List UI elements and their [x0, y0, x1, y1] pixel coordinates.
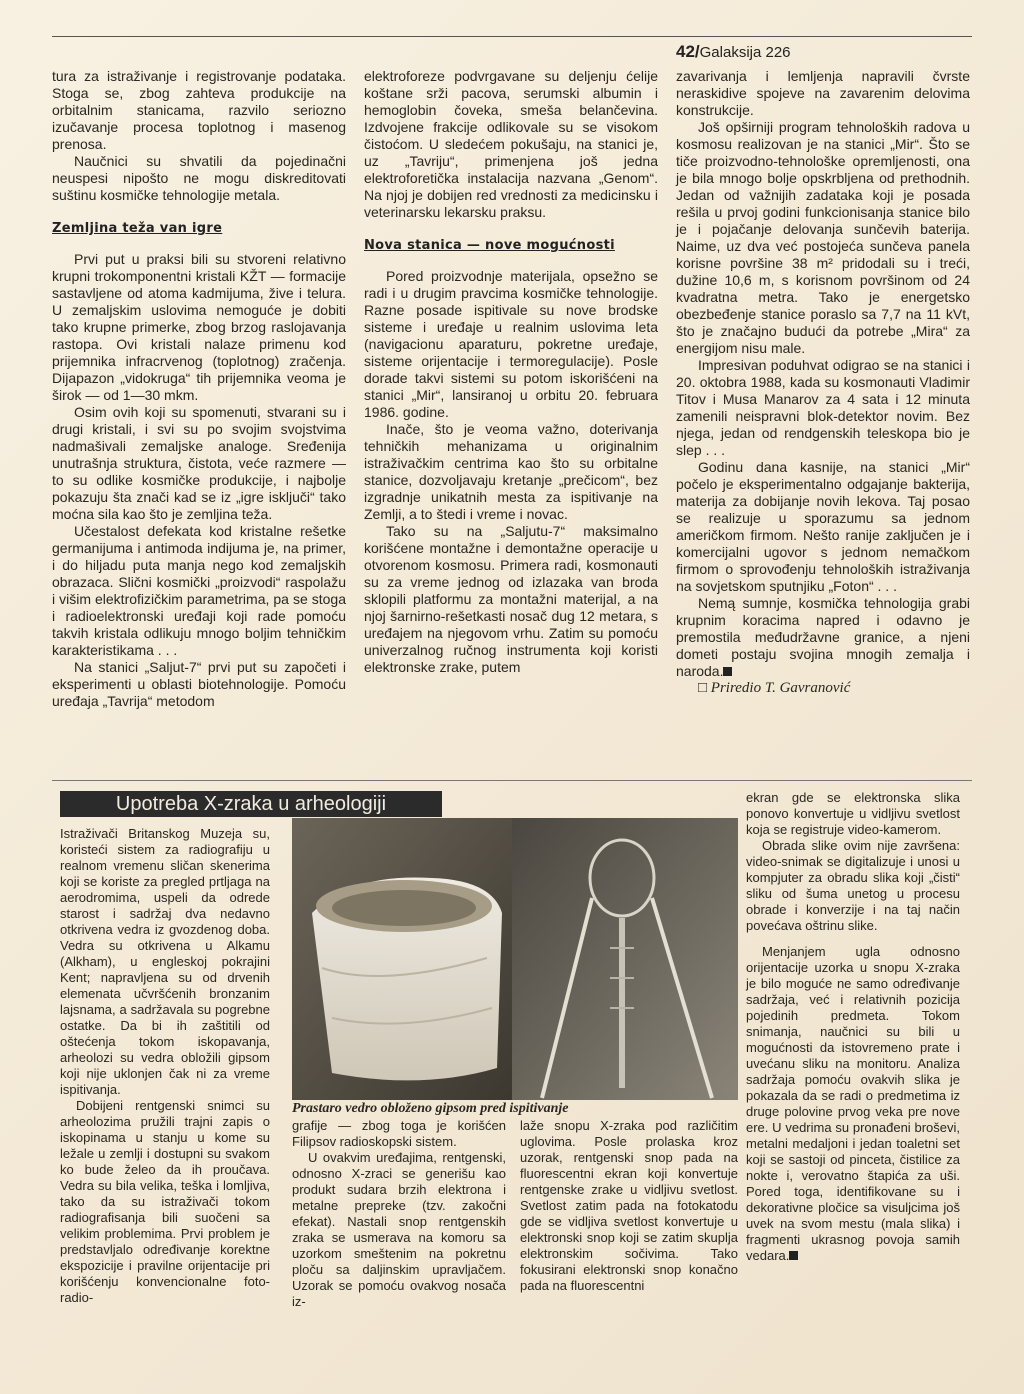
subheading-zemljina: Zemljina teža van igre: [52, 221, 223, 236]
photo-caption: Prastaro vedro obloženo gipsom pred ispitivanje: [292, 1101, 569, 1116]
paragraph: Inače, što je veoma važno, doterivanja tehničkih mehanizama u originalnim istraživačkim centrima kao što su orbitalne stanice, dozvoljavaju kretanje „prečicom“, bez izgradnje unikatnih mesta za ispitivanje na Zemlji, a to štedi i vreme i novac.: [364, 421, 658, 522]
paragraph: Impresivan poduhvat odigrao se na stanici i 20. oktobra 1988, kada su kosmonauti Vladimir Titov i Musa Manarov za 4 sata i 12 minuta zamenili neispravni blok-detektor novim. Bez njega, jedan od rendgenskih teleskopa bio je slep . . .: [676, 357, 970, 458]
paragraph-final: [746, 944, 960, 1264]
paragraph: Obrada slike ovim nije završena: video-snimak se digitalizuje i unosi u kompjuter za obradu slika koji „čisti“ sliku od šuma unetog u procesu obrade i konverzije i na taj način povećava oštrinu slike.: [746, 838, 960, 933]
box-column-middle-1: [292, 1118, 506, 1310]
page-folio: [676, 42, 791, 62]
paragraph-final: [676, 595, 970, 680]
box-column-middle-2: [520, 1118, 738, 1294]
paragraph: laže snopu X-zraka pod različitim uglovima. Posle prolaska kroz uzorak, rentgenski snop pada na fluorescentni ekran koji konvertuje rentgenske zrake u vidljivu svetlost. Svetlost zatim pada na fotokatodu gde se vidljiva svetlost konvertuje u elektronski snop koji se zatim skuplja elektronskim sočivima. Tako fokusirani elektronski snop konačno pada na fluorescentni: [520, 1118, 738, 1293]
box-column-right: [746, 790, 960, 1264]
box-column-left: [60, 826, 270, 1306]
page-number: 42/: [676, 42, 700, 61]
paragraph: zavarivanja i lemljenja napravili čvrste neraskidive spojeve na zavarenim delovima konstrukcije.: [676, 68, 970, 118]
article-column-2: [364, 68, 658, 676]
paragraph: ekran gde se elektronska slika ponovo konvertuje u vidljivu svetlost koja se registruje video-kamerom.: [746, 790, 960, 837]
paragraph: Naučnici su shvatili da pojedinačni neuspesi nipošto ne mogu diskreditovati suštinu kosmičke tehnologije metala.: [52, 153, 346, 203]
end-mark: [723, 667, 732, 676]
paragraph: elektroforeze podvrgavane su deljenju ćelije koštane srži pacova, serumski albumin i hemoglobin čoveka, smeša belančevina. Izdvojene frakcije odlikovale su se visokom čistoćom. U sledećem pokušaju, na stanici je, uz „Tavriju“, primenjena još jedna elektroforetička instalacija nazvana „Genom“. Na njoj je dobijen red vrednosti za medicinsku i veterinarsku lekarsku praksu.: [364, 68, 658, 220]
sidebar-box-title: Upotreba X-zraka u arheologiji: [60, 791, 442, 817]
author-signature: □ Priredio T. Gavranović: [698, 680, 851, 696]
paragraph: Tako su na „Saljutu-7“ maksimalno korišćene montažne i demontažne operacije u otvorenom kosmosu. Primera radi, kosmonauti su za vreme jednog od izlazaka van broda sklopili platformu za montažni materijal, a na njoj šarnirno-rešetkasti nosač dug 12 metara, s uređajem na njegovom vrhu. Zatim su pomoću univerzalnog ručnog instrumenta koji koristi elektronske zrake, putem: [364, 523, 658, 675]
article-column-3: [676, 68, 970, 697]
paragraph-text: Menjanjem ugla odnosno orijentacije uzorka u snopu X-zraka je bilo moguće ne samo određivanje sadržaja, već i relativnih pozicija pojedinih predmeta. Tokom snimanja, naučnici su bili u mogućnosti da istovremeno prate i uvećanu sliku na monitoru. Analiza sadržaja pomoću ovakvih slika je pokazala da se radi o predmetima iz druge polovine prvog veka pre nove ere. U vedrima su pronađeni broševi, metalni medaljoni i jedan toaletni set koji se sastoji od pinceta, čistilice za nokte i, verovatno štapića za uši. Pored toga, identifikovane su i dekorativne pločice sa visuljcima još uvek na svom mestu (mala slika) i fragmenti ukrasnog povoja samih vedara.: [746, 944, 960, 1263]
paragraph: U ovakvim uređajima, rentgenski, odnosno X-zraci se generišu kao produkt sudara brzih elektrona i metalne prepreke (tzv. zakočni efekat). Nastali snop rentgenskih zraka se usmerava na komoru sa uzorkom smeštenim na pokretnu ploču sa daljinskim upravljačem. Uzorak se pomoću ovakvog nosača iz-: [292, 1150, 506, 1309]
paragraph: Učestalost defekata kod kristalne rešetke germanijuma i antimoda indijuma je, na primer, i do hiljadu puta manja nego kod zemaljskih obrazaca. Slični kosmički „proizvodi“ raspolažu i višim elektrofizičkim parametrima, pa se stoga i radioelektronski uređaji koji rade pomoću takvih kristala odlikuju mnogo boljim tehničkim karakteristikama . . .: [52, 523, 346, 658]
paragraph: grafije — zbog toga je korišćen Filipsov radioskopski sistem.: [292, 1118, 506, 1149]
paragraph-text: Nemą sumnje, kosmička tehnologija grabi krupnim koracima napred i odavno je premostila međudržavne granice, a njeni dometi postaju svojina mnogih zemalja i naroda.: [676, 595, 970, 679]
header-rule: [52, 36, 972, 37]
article-column-1: [52, 68, 346, 710]
section-divider: [52, 780, 972, 781]
paragraph: Osim ovih koji su spomenuti, stvarani su i drugi kristali, i svi su po svojim svojstvima nadmašivali zemaljske analoge. Sređenija unutrašnja struktura, čistota, veće razmere — to su odlike kosmičke produkcije, i najbolje pokazuju šta znači kad se iz „igre isključi“ tako moćna sila kao što je zemljina teža.: [52, 404, 346, 522]
paragraph: Još opširniji program tehnoloških radova u kosmosu realizovan je na stanici „Mir“. Što se tiče proizvodno-tehnološke opremljenosti, ona je bila mnogo bolje opskrbljena od prethodnih. Jedan od važnijih zadataka koji je posada rešila u prvoj godini funkcionisanja stanice bilo je i pojačanje delovanja sunčevih baterija. Naime, uz dva već postojeća sunčeva panela korisne površine 38 m² pridodali su i treći, dužine 10,6 m, s korisnom površinom od 24 kvadratna metra. Tako je energetsko obezbeđenje stanice poraslo sa 7,7 na 11 kVt, što je značajno budući da potrebe „Mira“ za energijom nisu male.: [676, 119, 970, 356]
paragraph: Na stanici „Saljut-7“ prvi put su započeti i eksperimenti u oblasti biotehnologije. Pomoću uređaja „Tavrija“ metodom: [52, 659, 346, 709]
paragraph: Pored proizvodnje materijala, opsežno se radi i u drugim pravcima kosmičke tehnologije. Razne posade ispitivale su nove brodske sisteme i uređaje u realnim uslovima leta (navigacionu aparaturu, pokretne uređaje, sisteme orijentacije i termoregulacije). Posle dorade takvi sistemi su potom iskorišćeni na stanici „Mir“, lansiranoj u orbitu 20. februara 1986. godine.: [364, 268, 658, 420]
paragraph: Godinu dana kasnije, na stanici „Mir“ počelo je eksperimentalno odgajanje bakterija, materija za dobijanje novih lekova. Taj posao se realizuje u sporazumu sa jednom američkom firmom. Nešto ranije zaključen je i komercijalni ugovor s jednom nemačkom firmom o sprovođenju tehnoloških istraživanja na sovjetskom sputnjiku „Foton“ . . .: [676, 459, 970, 594]
paragraph: Dobijeni rentgenski snimci su arheolozima pružili trajni zapis o iskopinama u stanju u kome su ležale u zemlji i dostupni su svakom ko bude želeo da ih proučava. Vedra su bila velika, teška i lomljiva, tako da su istraživači tokom radiografisanja bili suočeni sa velikim problemima. Prvi problem je predstavljalo određivanje korektne ekspozicije i pravilne orijentacije pri korišćenju konvencionalne foto-radio-: [60, 1098, 270, 1305]
photo-illustration: [292, 818, 738, 1100]
paragraph: Prvi put u praksi bili su stvoreni relativno krupni trokomponentni kristali KŽT — formacije sastavljene od atoma kadmijuma, žive i telura. U zemaljskim uslovima nemoguće je dobiti tako krupne primerke, zbog brzog raslojavanja rastopa. Ovi kristali nalaze primenu kod prijemnika infracrvenog (toplotnog) zračenja. Dijapazon „vidokruga“ tih prijemnika veoma je širok — od 1—30 mkm.: [52, 251, 346, 403]
paragraph: tura za istraživanje i registrovanje podataka. Stoga se, zbog zahteva produkcije na orbitalnim stanicama, razvilo seriozno izučavanje procesa toplotnog i masenog prenosa.: [52, 68, 346, 152]
bucket-photo: [292, 818, 738, 1100]
subheading-nova-stanica: Nova stanica — nove mogućnosti: [364, 238, 615, 253]
paragraph: Istraživači Britanskog Muzeja su, koristeći sistem za radiografiju u realnom vremenu sličan skenerima koji se koriste za pregled prtljaga na aerodromima, uspeli da odrede starost i sadržaj dva nedavno otkrivena vedra iz gvozdenog doba. Vedra su otkrivena u Alkamu (Alkham), u engleskoj pokrajini Kent; napravljena su od drvenih elemenata učvršćenih bronzanim lajsnama, a sadržavala su pogrebne ostatke. Da bi ih zaštitili od oštećenja tokom iskopavanja, arheolozi su vedra obložili gipsom koji nije uklonjen čak ni za vreme ispitivanja.: [60, 826, 270, 1097]
end-mark: [789, 1251, 798, 1260]
magazine-name: Galaksija 226: [699, 44, 791, 61]
